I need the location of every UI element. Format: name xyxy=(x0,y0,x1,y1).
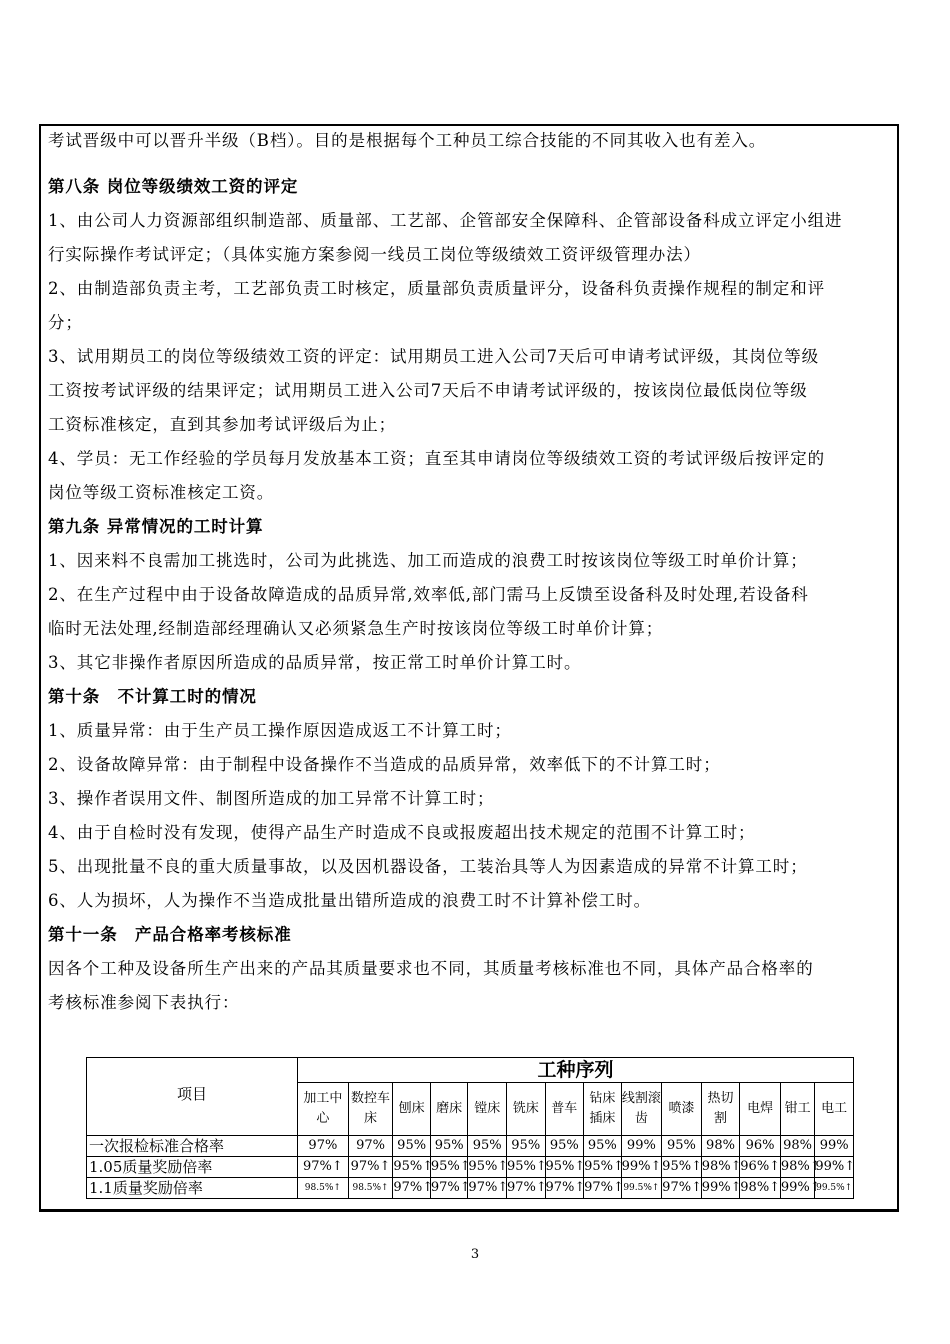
text-line: 5、出现批量不良的重大质量事故，以及因机器设备，工装治具等人为因素造成的异常不计算工时； xyxy=(48,857,808,876)
text-line: 岗位等级工资标准核定工资。 xyxy=(48,483,275,502)
rate-cell: 95%↑ xyxy=(545,1157,584,1178)
rate-cell: 95% xyxy=(584,1136,622,1157)
row-label: 1.1质量奖励倍率 xyxy=(87,1178,298,1199)
rate-cell: 98% xyxy=(701,1136,740,1157)
rate-cell: 98%↑ xyxy=(740,1178,781,1199)
table-row xyxy=(87,1136,854,1157)
text-line: 1、因来料不良需加工挑选时，公司为此挑选、加工而造成的浪费工时按该岗位等级工时单价计算； xyxy=(48,551,808,570)
text-line: 工资按考试评级的结果评定；试用期员工进入公司7天后不申请考试评级的，按该岗位最低岗位等级 xyxy=(48,381,808,400)
table-row xyxy=(87,1157,854,1178)
trade-column-header: 热切割 xyxy=(701,1083,740,1136)
trade-column-header: 电焊 xyxy=(740,1083,781,1136)
text-line: 1、由公司人力资源部组织制造部、质量部、工艺部、企管部安全保障科、企管部设备科成立评定小组进 xyxy=(48,211,843,230)
page-number: 3 xyxy=(470,1247,480,1262)
rate-cell: 98.5%↑ xyxy=(348,1178,393,1199)
text-line: 工资标准核定，直到其参加考试评级后为止； xyxy=(48,415,396,434)
rate-cell: 98%↑ xyxy=(780,1157,814,1178)
text-line: 考核标准参阅下表执行： xyxy=(48,993,240,1012)
document-body xyxy=(48,124,893,1020)
rate-cell: 95%↑ xyxy=(584,1157,622,1178)
rate-cell: 95%↑ xyxy=(662,1157,702,1178)
rate-cell: 96% xyxy=(740,1136,781,1157)
text-line: 因各个工种及设备所生产出来的产品其质量要求也不同，其质量考核标准也不同，具体产品合格率的 xyxy=(48,959,814,978)
text-line: 4、由于自检时没有发现，使得产品生产时造成不良或报废超出技术规定的范围不计算工时； xyxy=(48,823,756,842)
rate-cell: 95% xyxy=(662,1136,702,1157)
rate-cell: 97%↑ xyxy=(468,1178,507,1199)
rate-cell: 97% xyxy=(348,1136,393,1157)
trade-column-header: 加工中心 xyxy=(298,1083,349,1136)
text-line: 2、设备故障异常：由于制程中设备操作不当造成的品质异常，效率低下的不计算工时； xyxy=(48,755,721,774)
rate-cell: 99.5%↑ xyxy=(621,1178,662,1199)
rate-cell: 95% xyxy=(545,1136,584,1157)
rate-cell: 96%↑ xyxy=(740,1157,781,1178)
pass-rate-table xyxy=(86,1057,854,1199)
rate-cell: 98.5%↑ xyxy=(298,1178,349,1199)
rate-cell: 95%↑ xyxy=(393,1157,431,1178)
text-line: 临时无法处理,经制造部经理确认又必须紧急生产时按该岗位等级工时单价计算； xyxy=(48,619,664,638)
section-heading: 第十条 不计算工时的情况 xyxy=(48,687,257,706)
trade-group-header: 工种序列 xyxy=(298,1058,854,1083)
rate-cell: 95%↑ xyxy=(468,1157,507,1178)
trade-column-header: 铣床 xyxy=(506,1083,545,1136)
rate-cell: 95%↑ xyxy=(506,1157,545,1178)
section-heading: 第九条 异常情况的工时计算 xyxy=(48,517,264,536)
rate-cell: 97%↑ xyxy=(393,1178,431,1199)
paragraph-gap xyxy=(48,158,893,170)
text-line: 2、在生产过程中由于设备故障造成的品质异常,效率低,部门需马上反馈至设备科及时处理,若设备科 xyxy=(48,585,809,604)
rate-cell: 95% xyxy=(506,1136,545,1157)
rate-cell: 97%↑ xyxy=(545,1178,584,1199)
text-line: 6、人为损坏，人为操作不当造成批量出错所造成的浪费工时不计算补偿工时。 xyxy=(48,891,651,910)
trade-column-header: 电工 xyxy=(815,1083,854,1136)
text-line: 2、由制造部负责主考，工艺部负责工时核定，质量部负责质量评分，设备科负责操作规程的制定和评 xyxy=(48,279,825,298)
trade-column-header: 刨床 xyxy=(393,1083,431,1136)
text-line: 考试晋级中可以晋升半级（B档）。目的是根据每个工种员工综合技能的不同其收入也有差入。 xyxy=(48,131,767,150)
text-line: 3、操作者误用文件、制图所造成的加工异常不计算工时； xyxy=(48,789,495,808)
row-label: 一次报检标准合格率 xyxy=(87,1136,298,1157)
rate-cell: 95%↑ xyxy=(430,1157,468,1178)
trade-column-header: 线割滚齿 xyxy=(621,1083,662,1136)
text-line: 3、其它非操作者原因所造成的品质异常，按正常工时单价计算工时。 xyxy=(48,653,582,672)
rate-cell: 97%↑ xyxy=(348,1157,393,1178)
text-line: 3、试用期员工的岗位等级绩效工资的评定：试用期员工进入公司7天后可申请考试评级，其岗位等级 xyxy=(48,347,819,366)
trade-column-header: 数控车床 xyxy=(348,1083,393,1136)
section-heading: 第八条 岗位等级绩效工资的评定 xyxy=(48,177,299,196)
rate-cell: 99%↑ xyxy=(815,1157,854,1178)
rate-cell: 99% xyxy=(815,1136,854,1157)
rate-cell: 97%↑ xyxy=(662,1178,702,1199)
table-row xyxy=(87,1178,854,1199)
rate-cell: 99% xyxy=(621,1136,662,1157)
text-line: 行实际操作考试评定；（具体实施方案参阅一线员工岗位等级绩效工资评级管理办法） xyxy=(48,245,701,264)
text-line: 分； xyxy=(48,313,83,332)
trade-column-header: 普车 xyxy=(545,1083,584,1136)
rate-cell: 97%↑ xyxy=(506,1178,545,1199)
rate-cell: 97%↑ xyxy=(298,1157,349,1178)
rate-cell: 97%↑ xyxy=(430,1178,468,1199)
rate-cell: 99%↑ xyxy=(621,1157,662,1178)
table-header-row xyxy=(87,1058,854,1083)
rate-cell: 95% xyxy=(393,1136,431,1157)
item-header: 项目 xyxy=(87,1058,298,1136)
text-line: 4、学员：无工作经验的学员每月发放基本工资；直至其申请岗位等级绩效工资的考试评级后按评定的 xyxy=(48,449,825,468)
section-heading: 第十一条 产品合格率考核标准 xyxy=(48,925,292,944)
rate-cell: 99%↑ xyxy=(701,1178,740,1199)
rate-cell: 99.5%↑ xyxy=(815,1178,854,1199)
row-label: 1.05质量奖励倍率 xyxy=(87,1157,298,1178)
text-line: 1、质量异常：由于生产员工操作原因造成返工不计算工时； xyxy=(48,721,512,740)
rate-cell: 95% xyxy=(468,1136,507,1157)
rate-cell: 99%↑ xyxy=(780,1178,814,1199)
trade-column-header: 磨床 xyxy=(430,1083,468,1136)
rate-cell: 98%↑ xyxy=(701,1157,740,1178)
trade-column-header: 镗床 xyxy=(468,1083,507,1136)
trade-column-header: 钳工 xyxy=(780,1083,814,1136)
rate-cell: 98% xyxy=(780,1136,814,1157)
rate-cell: 97%↑ xyxy=(584,1178,622,1199)
rate-cell: 95% xyxy=(430,1136,468,1157)
trade-column-header: 钻床插床 xyxy=(584,1083,622,1136)
trade-column-header: 喷漆 xyxy=(662,1083,702,1136)
rate-cell: 97% xyxy=(298,1136,349,1157)
